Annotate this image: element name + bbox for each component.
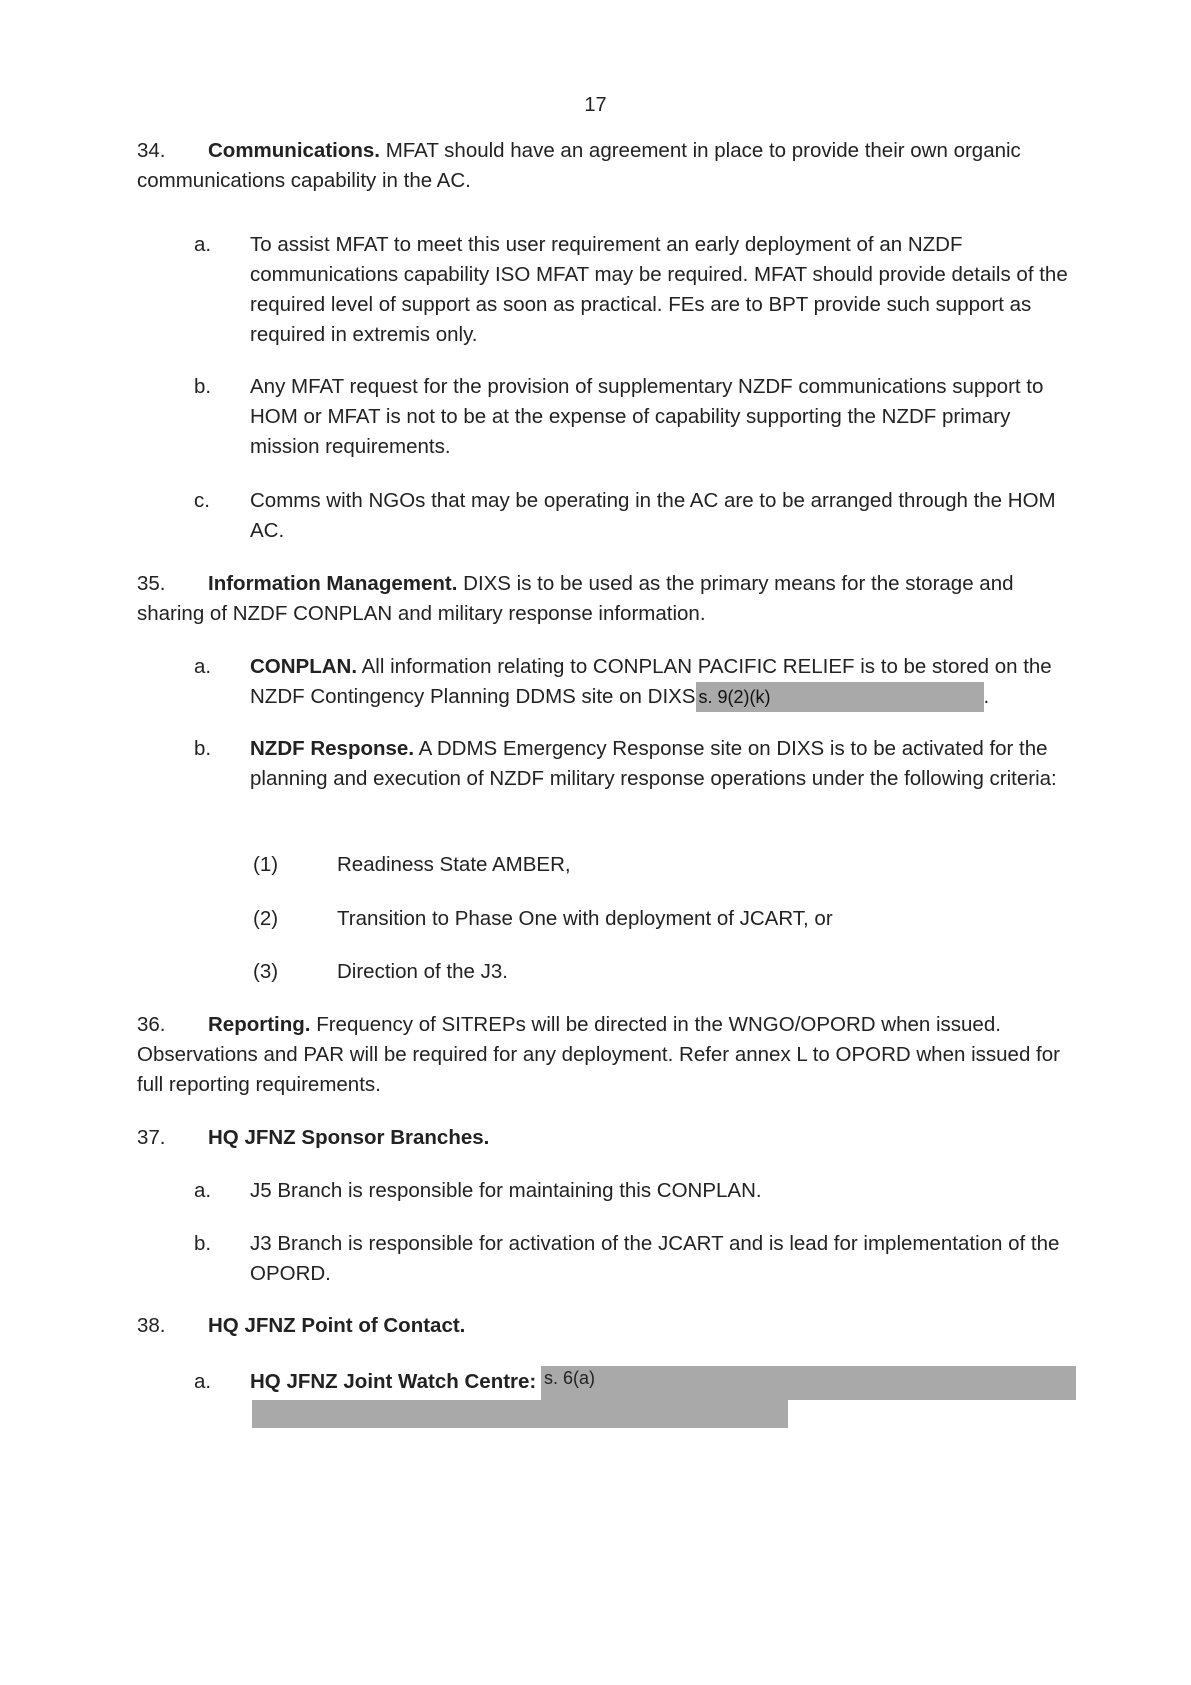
subparagraph-text: To assist MFAT to meet this user requirement an early deployment of an NZDF communications capability ISO MFAT may be required. MFAT should provide details of the required level of support as soon as practical. FEs are to BPT provide such support as required in extremis only. <box>250 233 1068 346</box>
criteria-label: (1) <box>253 853 279 876</box>
paragraph-heading: HQ JFNZ Point of Contact. <box>208 1314 466 1337</box>
paragraph-text: MFAT should have an agreement in place to provide their own organic communications capability in the AC. <box>137 139 1021 192</box>
subparagraph-label: b. <box>194 375 212 398</box>
sentence-end: . <box>983 685 990 708</box>
paragraph-text: Frequency of SITREPs will be directed in the WNGO/OPORD when issued. Observations and PAR will be required for any deployment. Refer annex L to OPORD when issued for full reporting requirements. <box>137 1013 1060 1096</box>
criteria-label: (3) <box>253 960 279 983</box>
paragraph-38 <box>137 1311 1077 1341</box>
subparagraph-label: a. <box>194 1179 212 1202</box>
paragraph-text: DIXS is to be used as the primary means for the storage and sharing of NZDF CONPLAN and military response information. <box>137 572 1014 625</box>
criteria-label: (2) <box>253 907 279 930</box>
paragraph-number: 38. <box>137 1314 166 1337</box>
subparagraph-label: b. <box>194 1232 212 1255</box>
subparagraph-text: A DDMS Emergency Response site on DIXS is to be activated for the planning and execution of NZDF military response operations under the following criteria: <box>250 737 1057 790</box>
subparagraph-text: J3 Branch is responsible for activation of the JCART and is lead for implementation of the OPORD. <box>250 1232 1060 1285</box>
subparagraph-text: All information relating to CONPLAN PACIFIC RELIEF is to be stored on the NZDF Contingency Planning DDMS site on DIXS <box>250 655 1052 708</box>
paragraph-heading: Reporting. <box>208 1013 311 1036</box>
subparagraph-heading: HQ JFNZ Joint Watch Centre: <box>250 1370 537 1393</box>
subparagraph-label: a. <box>194 233 212 256</box>
subparagraph-label: a. <box>194 655 212 678</box>
paragraph-number: 37. <box>137 1126 166 1149</box>
criteria-text: Direction of the J3. <box>337 960 508 983</box>
subparagraph-text: J5 Branch is responsible for maintaining this CONPLAN. <box>250 1179 762 1202</box>
criteria-text: Readiness State AMBER, <box>337 853 571 876</box>
subparagraph-label: b. <box>194 737 212 760</box>
paragraph-36 <box>137 1010 1077 1100</box>
subparagraph-label: c. <box>194 489 210 512</box>
paragraph-heading: Information Management. <box>208 572 458 595</box>
criteria-text: Transition to Phase One with deployment of JCART, or <box>337 907 833 930</box>
paragraph-heading: Communications. <box>208 139 380 162</box>
paragraph-heading: HQ JFNZ Sponsor Branches. <box>208 1126 490 1149</box>
redaction-box: s. 9(2)(k) <box>696 682 984 712</box>
paragraph-35 <box>137 569 1077 629</box>
subparagraph-heading: CONPLAN. <box>250 655 358 678</box>
paragraph-number: 34. <box>137 139 166 162</box>
subparagraph-label: a. <box>194 1370 212 1393</box>
subparagraph-text: Comms with NGOs that may be operating in the AC are to be arranged through the HOM AC. <box>250 489 1056 542</box>
paragraph-number: 36. <box>137 1013 166 1036</box>
redaction-box: s. 6(a) <box>541 1366 1076 1400</box>
paragraph-37 <box>137 1123 1077 1153</box>
paragraph-34 <box>137 136 1077 196</box>
subparagraph-text: Any MFAT request for the provision of supplementary NZDF communications support to HOM or MFAT is not to be at the expense of capability supporting the NZDF primary mission requirements. <box>250 375 1044 458</box>
page-number: 17 <box>584 94 607 116</box>
paragraph-number: 35. <box>137 572 166 595</box>
redaction-box-continuation <box>252 1400 788 1428</box>
subparagraph-heading: NZDF Response. <box>250 737 415 760</box>
